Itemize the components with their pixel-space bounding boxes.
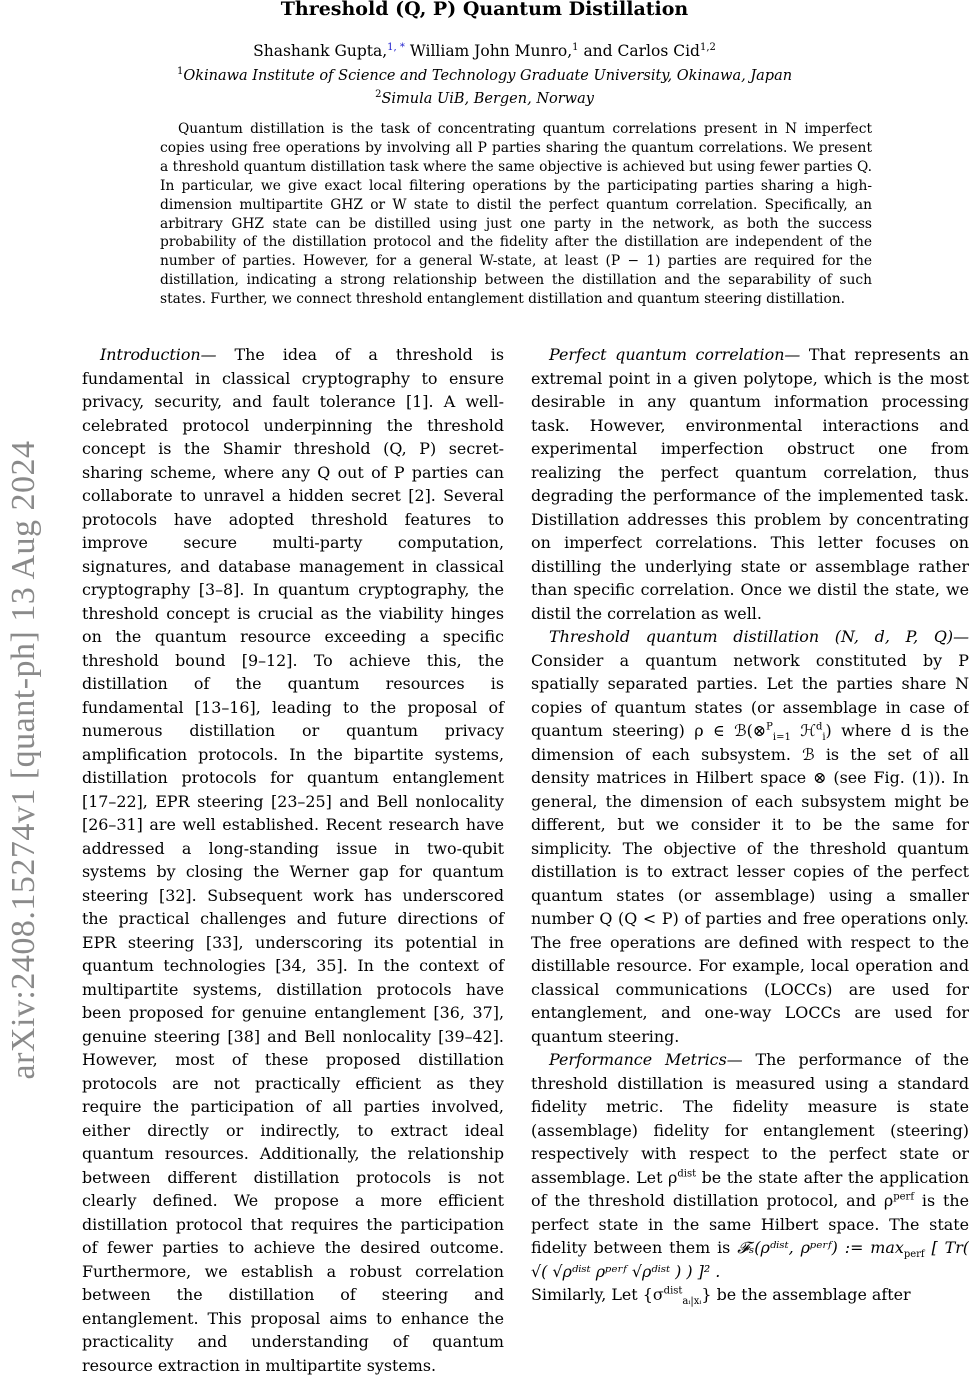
author-3: Carlos Cid	[617, 42, 700, 60]
affiliation-1: $^1$Okinawa Institute of Science and Technology Graduate University, Okinawa, Japan	[176, 66, 793, 84]
abstract: Quantum distillation is the task of concentrating quantum correlations present in N imperfect copies using free operations by involving all P parties sharing the quantum correlations. We present a threshold quantum distillation task where the same objective is achieved but using fewer parties Q. In particular, we give exact local filtering operations by the participating parties sharing a high-dimension multipartite GHZ or W state to distil the perfect quantum correlation. Specifically, an arbitrary GHZ state can be distilled using just one party in the network, as both the success probability of the distillation protocol and the fidelity after the distillation are independent of the number of parties. However, for a general W-state, at least (P − 1) parties are required for the distillation, indicating a strong relationship between the distillation and the separability of such states. Further, we connect threshold entanglement distillation and quantum steering distillation.	[160, 121, 872, 308]
left-column	[82, 343, 504, 1377]
arxiv-sidebar	[0, 0, 48, 1200]
fidelity-formula: 𝓕ₛ(ρᵈⁱˢᵗ, ρᵖᵉʳᶠ) := max	[737, 1238, 904, 1257]
author-list	[0, 42, 969, 60]
perfect-correlation-paragraph: Perfect quantum correlation— That represents an extremal point in a given polytope, which is the most desirable in any quantum information processing task. However, environmental interactions and experimental imperfection obstruct one from realizing the perfect quantum correlation, thus degrading the performance of the implemented task. Distillation addresses this problem by concentrating on imperfect correlations. This letter focuses on distilling the underlying state or assemblage rather than specific correlation. Once we distil the state, we distil the correlation as well.	[531, 345, 969, 623]
threshold-distillation-paragraph: Threshold quantum distillation (N, d, P, Q)— Consider a quantum network constituted by P spatially separated parties. Let the parties share N copies of quantum states (or assemblage in case of quantum steering) ρ ∈ ℬ(⊗$^P_{i=1}$ ℋ$^d_i$) where d is the dimension of each subsystem. ℬ is the set of all density matrices in Hilbert space ⊗ (see Fig. (1)). In general, the dimension of each subsystem might be different, but we consider it to be the same for simplicity. The objective of the threshold quantum distillation is to extract lesser copies of the perfect quantum states (or assemblage) using a smaller number Q (Q < P) of parties and free operations only. The free operations are defined with respect to the distillable resource. For example, local operation and classical communications (LOCCs) are used for entanglement, and one-way LOCCs are used for quantum steering.	[531, 627, 969, 1046]
affiliation-2: $^2$Simula UiB, Bergen, Norway	[375, 89, 594, 107]
assemblage-paragraph: Similarly, Let $\{\sigma^{dist}_{aᵢ|xᵢ}\}$ be the assemblage after	[531, 1285, 911, 1308]
author-2-affil: 1	[572, 41, 579, 53]
author-1: Shashank Gupta,	[253, 42, 388, 60]
threshold-distillation-heading: Threshold quantum distillation (N, d, P, Q)—	[549, 627, 969, 646]
author-conjunction: and	[583, 42, 613, 60]
introduction-paragraph	[82, 343, 504, 1377]
paper-title: Threshold (Q, P) Quantum Distillation	[280, 0, 689, 20]
introduction-heading: Introduction—	[100, 345, 217, 364]
perfect-correlation-heading: Perfect quantum correlation—	[549, 345, 801, 364]
introduction-body: The idea of a threshold is fundamental in classical cryptography to ensure privacy, security, and fault tolerance [1]. A well-celebrated protocol underpinning the threshold concept is the Shamir threshold (Q, P) secret-sharing scheme, where any Q out of P parties can collaborate to unravel a hidden secret [2]. Several protocols have adopted threshold features to improve secure multi-party computation, signatures, and database management in classical cryptography [3–8]. In quantum cryptography, the threshold concept is crucial as the viability hinges on the quantum resource exceeding a specific threshold bound [9–12]. To achieve this, the distillation of the quantum resources is fundamental [13–16], leading to the proposal of numerous distillation or quantum privacy amplification protocols. In the bipartite systems, distillation protocols for quantum entanglement [17–22], EPR steering [23–25] and Bell nonlocality [26–31] are well established. Recent research have addressed a long-standing issue in two-qubit systems by closing the Werner gap for quantum steering [32]. Subsequent work has underscored the practical challenges and future directions of EPR steering [33], underscoring its potential in quantum technologies [34, 35]. In the context of multipartite systems, distillation protocols have been proposed for genuine entanglement [36, 37], genuine steering [38] and Bell nonlocality [39–42]. However, most of these proposed distillation protocols are not practically efficient as they require the participation of all parties involved, either directly or indirectly, to extract ideal quantum resources. Additionally, the relationship between different distillation protocols is not clearly defined. We propose a more efficient distillation protocol that requires the participation of fewer parties to achieve the desired outcome. Furthermore, we establish a robust correlation between the distillation of steering and entanglement. This proposal aims to enhance the practicality and understanding of quantum resource extraction in multipartite systems.	[82, 345, 504, 1375]
performance-metrics-paragraph: Performance Metrics— The performance of the threshold distillation is measured using a standard fidelity metric. The fidelity measure is state (assemblage) fidelity for entanglement (steering) respectively with respect to the perfect state or assemblage. Let $\rho^{dist}$ be the state after the application of the threshold distillation protocol, and $\rho^{perf}$ is the perfect state in the same Hilbert space. The state fidelity between them is 𝓕ₛ(ρᵈⁱˢᵗ, ρᵖᵉʳᶠ) := $\max_{perf}$ [ Tr( √( √ρᵈⁱˢᵗ ρᵖᵉʳᶠ √ρᵈⁱˢᵗ ) ) ]² .	[531, 1050, 969, 1281]
author-3-affil: 1,2	[699, 41, 716, 53]
right-column	[531, 343, 969, 1307]
author-2: William John Munro,	[409, 42, 573, 60]
performance-metrics-heading: Performance Metrics—	[549, 1050, 743, 1069]
author-1-affil[interactable]: 1, *	[387, 41, 405, 53]
arxiv-stamp: arXiv:2408.15274v1 [quant-ph] 13 Aug 2024	[5, 440, 42, 1080]
